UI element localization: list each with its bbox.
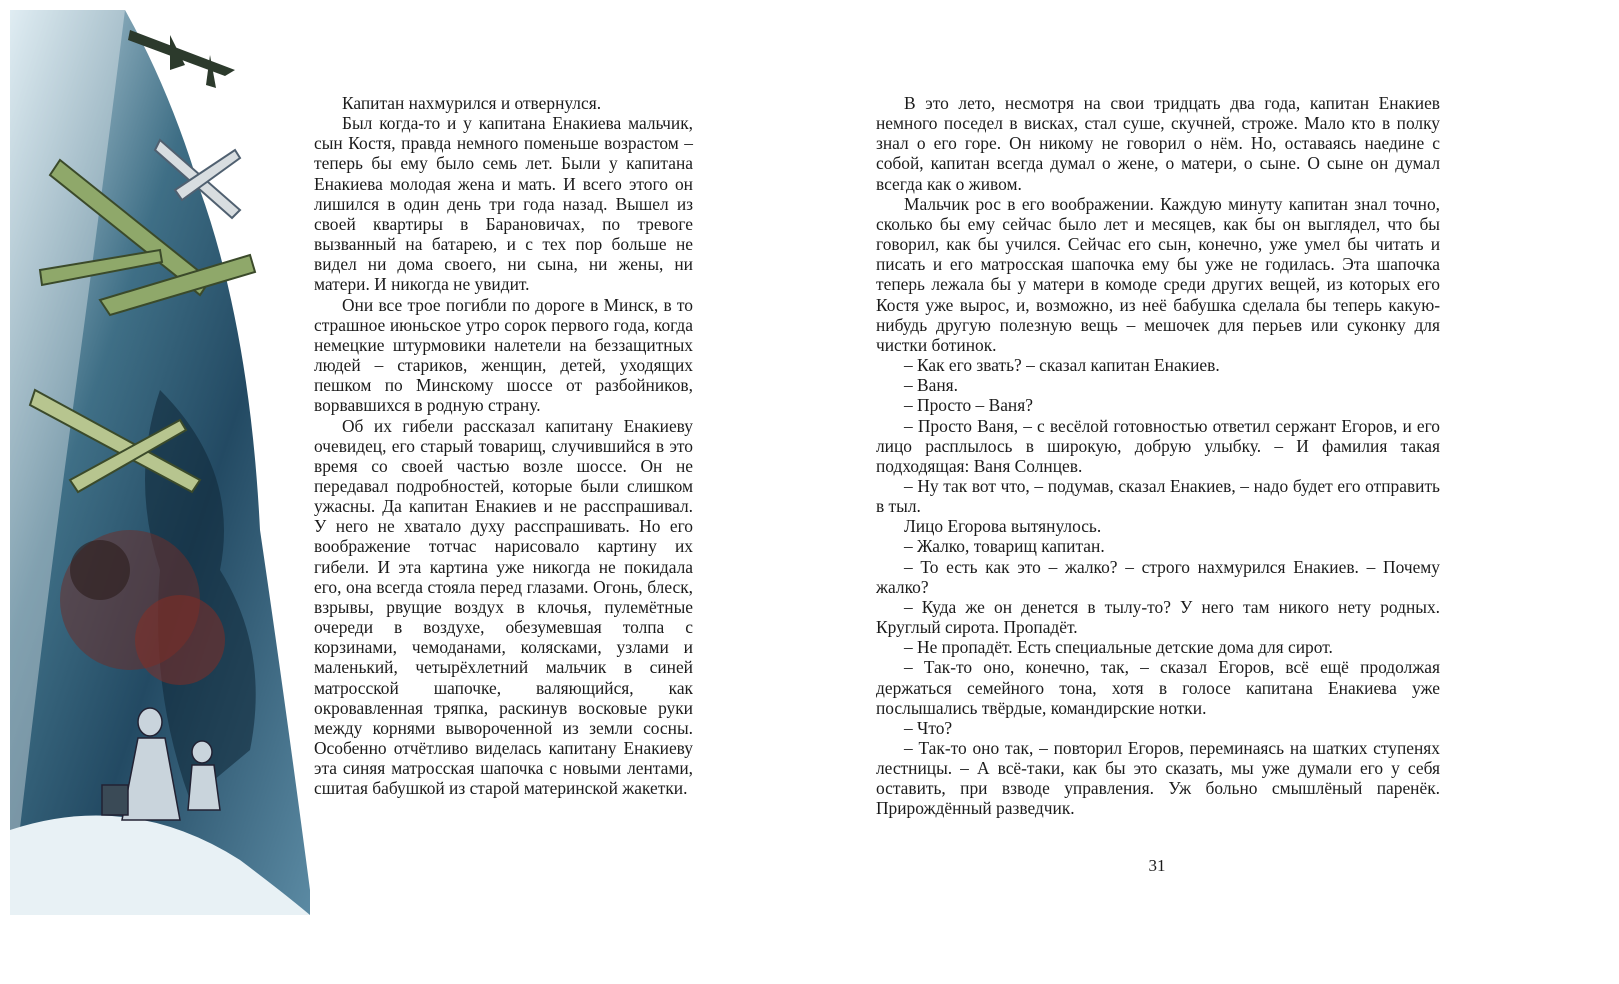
dialogue-line: – Просто – Ваня? (904, 395, 1033, 416)
dialogue-line: – То есть как это – жалко? – строго нахмурился Енакиев. – Почему жалко? (876, 556, 1440, 597)
dialogue-line: – Просто Ваня, – с весёлой готовностью ответил сержант Егоров, и его лицо расплылось в широкую, добрую улыбку. – И фамилия такая подходящая: Ваня Солнцев. (876, 415, 1440, 476)
war-illustration (10, 10, 310, 915)
paragraph: Был когда-то и у капитана Енакиева мальчик, сын Костя, правда немного поменьше возрастом – теперь бы ему было семь лет. Были у капитана Енакиева молодая жена и мать. И всего этого он лишился в один день три года назад. Вышел из своей квартиры в Барановичах, по тревоге вызванный на батарею, и с тех пор больше не видел ни дома своего, ни сына, ни жены, ни матери. И никогда не увидит. (314, 113, 693, 295)
paragraph: Об их гибели рассказал капитану Енакиеву очевидец, его старый товарищ, случившийся в это время со своей частью возле шоссе. Он не передавал подробностей, которые были слишком ужасны. Да капитан Енакиев и не расспрашивал. У него не хватало духу расспрашивать. Но его воображение тотчас нарисовало картину их гибели. И эта картина уже никогда не покидала его, она всегда стояла перед глазами. Огонь, блеск, взрывы, рвущие воздух в клочья, пулемётные очереди в воздухе, обезумевшая толпа с корзинами, чемоданами, колясками, узлами и маленький, четырёхлетний мальчик в синей матросской шапочке, валяющийся, как окровавленная тряпка, раскинув восковые руки между корнями вывороченной из земли сосны. Особенно отчётливо виделась капитану Енакиеву эта синяя матросская шапочка с новыми лентами, сшитая бабушкой из старой материнской жакетки. (314, 415, 693, 799)
paragraph: Лицо Егорова вытянулось. (904, 516, 1102, 537)
paragraph: Мальчик рос в его воображении. Каждую минуту капитан знал точно, сколько бы ему сейчас было лет и месяцев, как бы он выглядел, что бы говорил, как бы учился. Сейчас его сын, конечно, уже умел бы читать и писать и его матросская шапочка ему бы уже не годилась. Эта шапочка теперь лежала бы у матери в комоде среди других вещей, из которых его Костя уже вырос, и, возможно, из неё бабушка сделала бы теперь какую-нибудь другую полезную вещь – мешочек для перьев или суконку для чистки ботинок. (876, 193, 1440, 355)
dialogue-line: – Так-то оно так, – повторил Егоров, переминаясь на шатких ступенях лестницы. – А всё-таки, как бы это сказать, мы уже думали его у себя оставить, при взводе управления. Уж больно смышлёный паренёк. Прирождённый разведчик. (876, 738, 1440, 819)
dialogue-line: – Что? (904, 717, 953, 738)
right-page-text (876, 93, 1440, 819)
left-page-text (314, 93, 693, 798)
dialogue-line: – Ваня. (904, 375, 959, 396)
dialogue-line: – Ну так вот что, – подумав, сказал Енакиев, – надо будет его отправить в тыл. (876, 475, 1440, 517)
page-number: 31 (1148, 856, 1166, 875)
paragraph: Капитан нахмурился и отвернулся. (342, 93, 602, 113)
dialogue-line: – Как его звать? – сказал капитан Енакиев. (904, 355, 1220, 376)
dialogue-line: – Так-то оно, конечно, так, – сказал Егоров, всё ещё продолжая держаться семейного тона, хотя в голосе капитана Енакиева уже послышались твёрдые, командирские нотки. (876, 657, 1440, 718)
paragraph: В это лето, несмотря на свои тридцать два года, капитан Енакиев немного поседел в висках, стал суше, скучней, строже. Мало кто в полку знал о его горе. Он никому не говорил о нём. Но, оставаясь наедине с собой, капитан всегда думал о жене, о матери, о сыне. О сыне он думал всегда как о живом. (876, 93, 1440, 194)
paragraph: Они все трое погибли по дороге в Минск, в то страшное июньское утро сорок первого года, когда немецкие штурмовики налетели на беззащитных людей – стариков, женщин, детей, уходящих пешком по Минскому шоссе от разбойников, ворвавшихся в родную страну. (314, 294, 693, 416)
dialogue-line: – Жалко, товарищ капитан. (904, 536, 1105, 557)
dialogue-line: – Не пропадёт. Есть специальные детские дома для сирот. (904, 637, 1333, 658)
dialogue-line: – Куда же он денется в тылу-то? У него там никого нету родных. Круглый сирота. Пропадёт. (876, 596, 1440, 638)
